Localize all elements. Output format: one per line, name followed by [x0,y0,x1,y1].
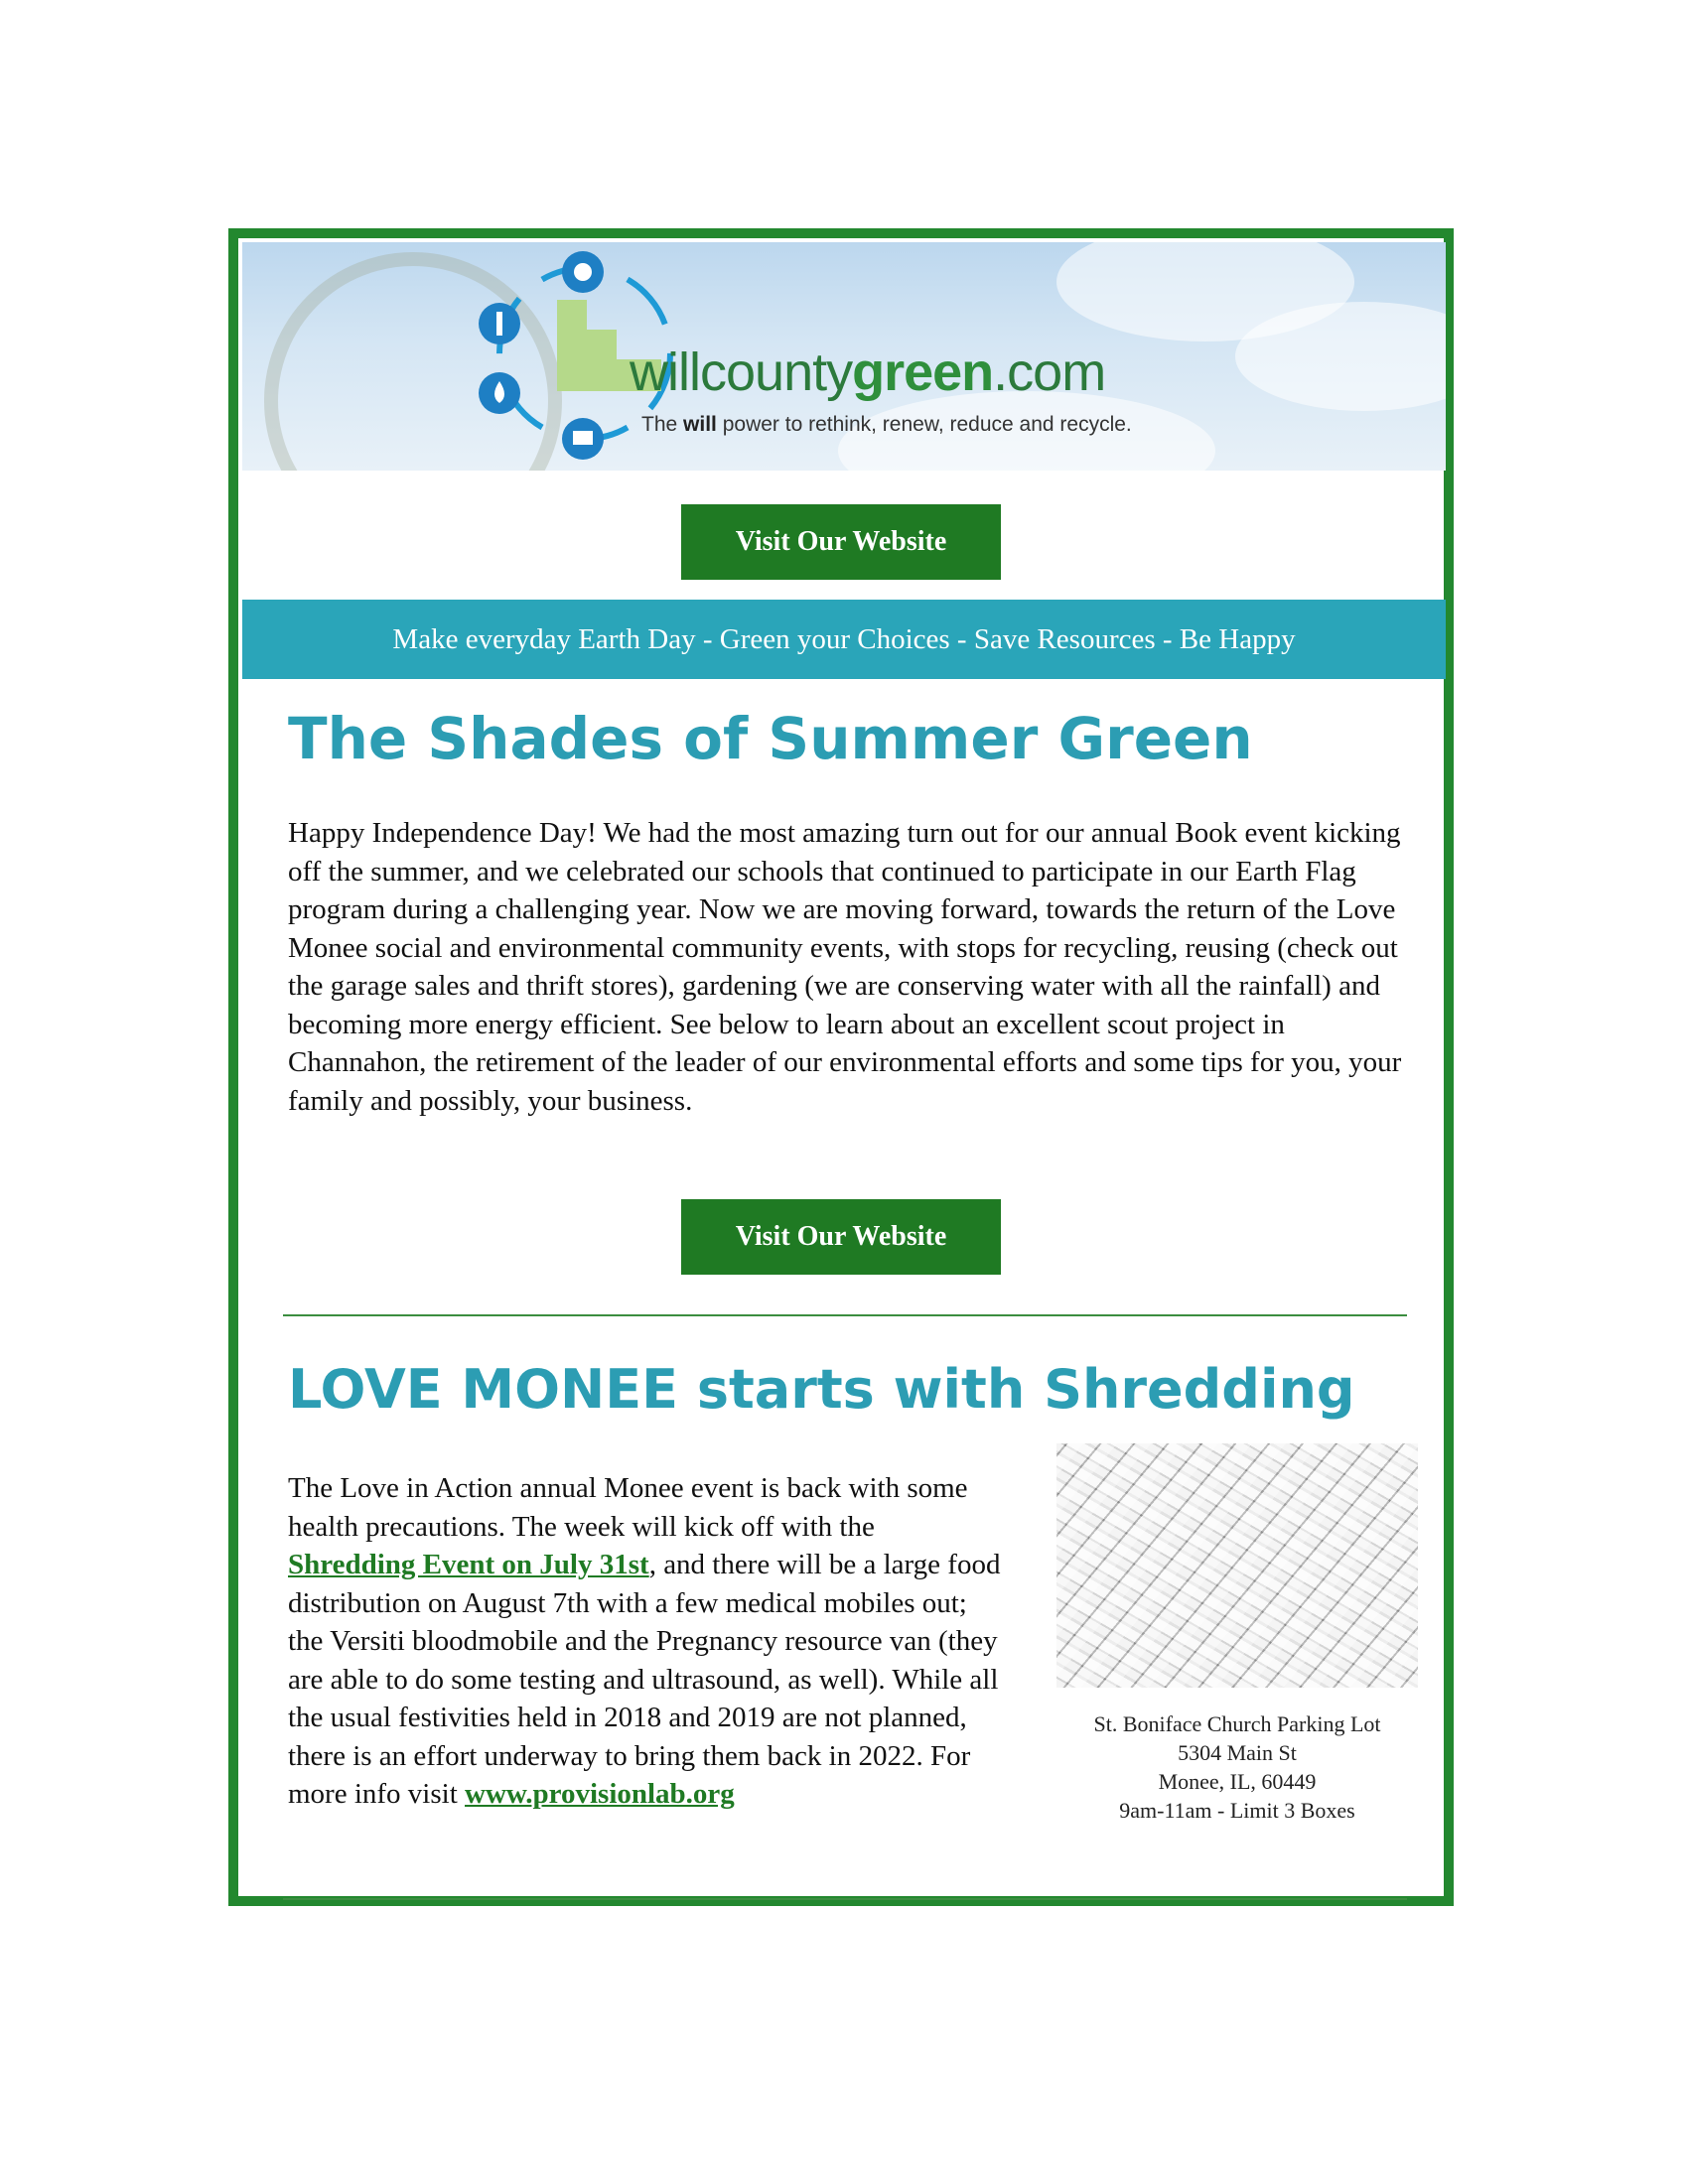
slogan-text: Make everyday Earth Day - Green your Choices - Save Resources - Be Happy [392,622,1296,655]
section-title-love-monee: LOVE MONEE starts with Shredding [288,1358,1355,1421]
site-tagline: The will power to rethink, renew, reduce and recycle. [641,413,1132,436]
visit-website-button-top[interactable]: Visit Our Website [681,504,1001,580]
provisionlab-link[interactable]: www.provisionlab.org [465,1778,735,1810]
header-banner[interactable] [242,242,1446,471]
event-location-caption: St. Boniface Church Parking Lot 5304 Main St Monee, IL, 60449 9am-11am - Limit 3 Boxes [1093,1711,1381,1823]
site-logo-text: willcountygreen.com [630,342,1106,402]
newsletter-container [228,228,1454,1906]
shredding-event-link[interactable]: Shredding Event on July 31st [288,1549,649,1580]
section-divider [283,1314,1407,1316]
shredded-paper-image [1056,1443,1418,1688]
visit-website-button-middle[interactable]: Visit Our Website [681,1199,1001,1275]
intro-paragraph: Happy Independence Day! We had the most amazing turn out for our annual Book event kicking off the summer, and we celebrated our schools that continued to participate in our Earth Flag program during a challenging year. Now we are moving forward, towards the return of the Love Monee social and environmental community events, with stops for recycling, reusing (check out the garage sales and thrift stores), gardening (we are conserving water with all the rainfall) and becoming more energy efficient. See below to learn about an excellent scout project in Channahon, the retirement of the leader of our environmental efforts and some tips for you, your family and possibly, your business. [288,817,1402,1117]
love-monee-paragraph: The Love in Action annual Monee event is back with some health precautions. The week will kick off with the Shredding Event on July 31st, and there will be a large food distribution on August 7th with a few medical mobiles out; the Versiti bloodmobile and the Pregnancy resource van (they are able to do some testing and ultrasound, as well). While all the usual festivities held in 2018 and 2019 are not planned, there is an effort underway to bring them back in 2022. For more info visit www.provisionlab.org [288,1472,1001,1810]
slogan-bar [242,600,1446,679]
bottom-divider [283,1898,1407,1900]
section-title-summer-green: The Shades of Summer Green [288,705,1253,772]
